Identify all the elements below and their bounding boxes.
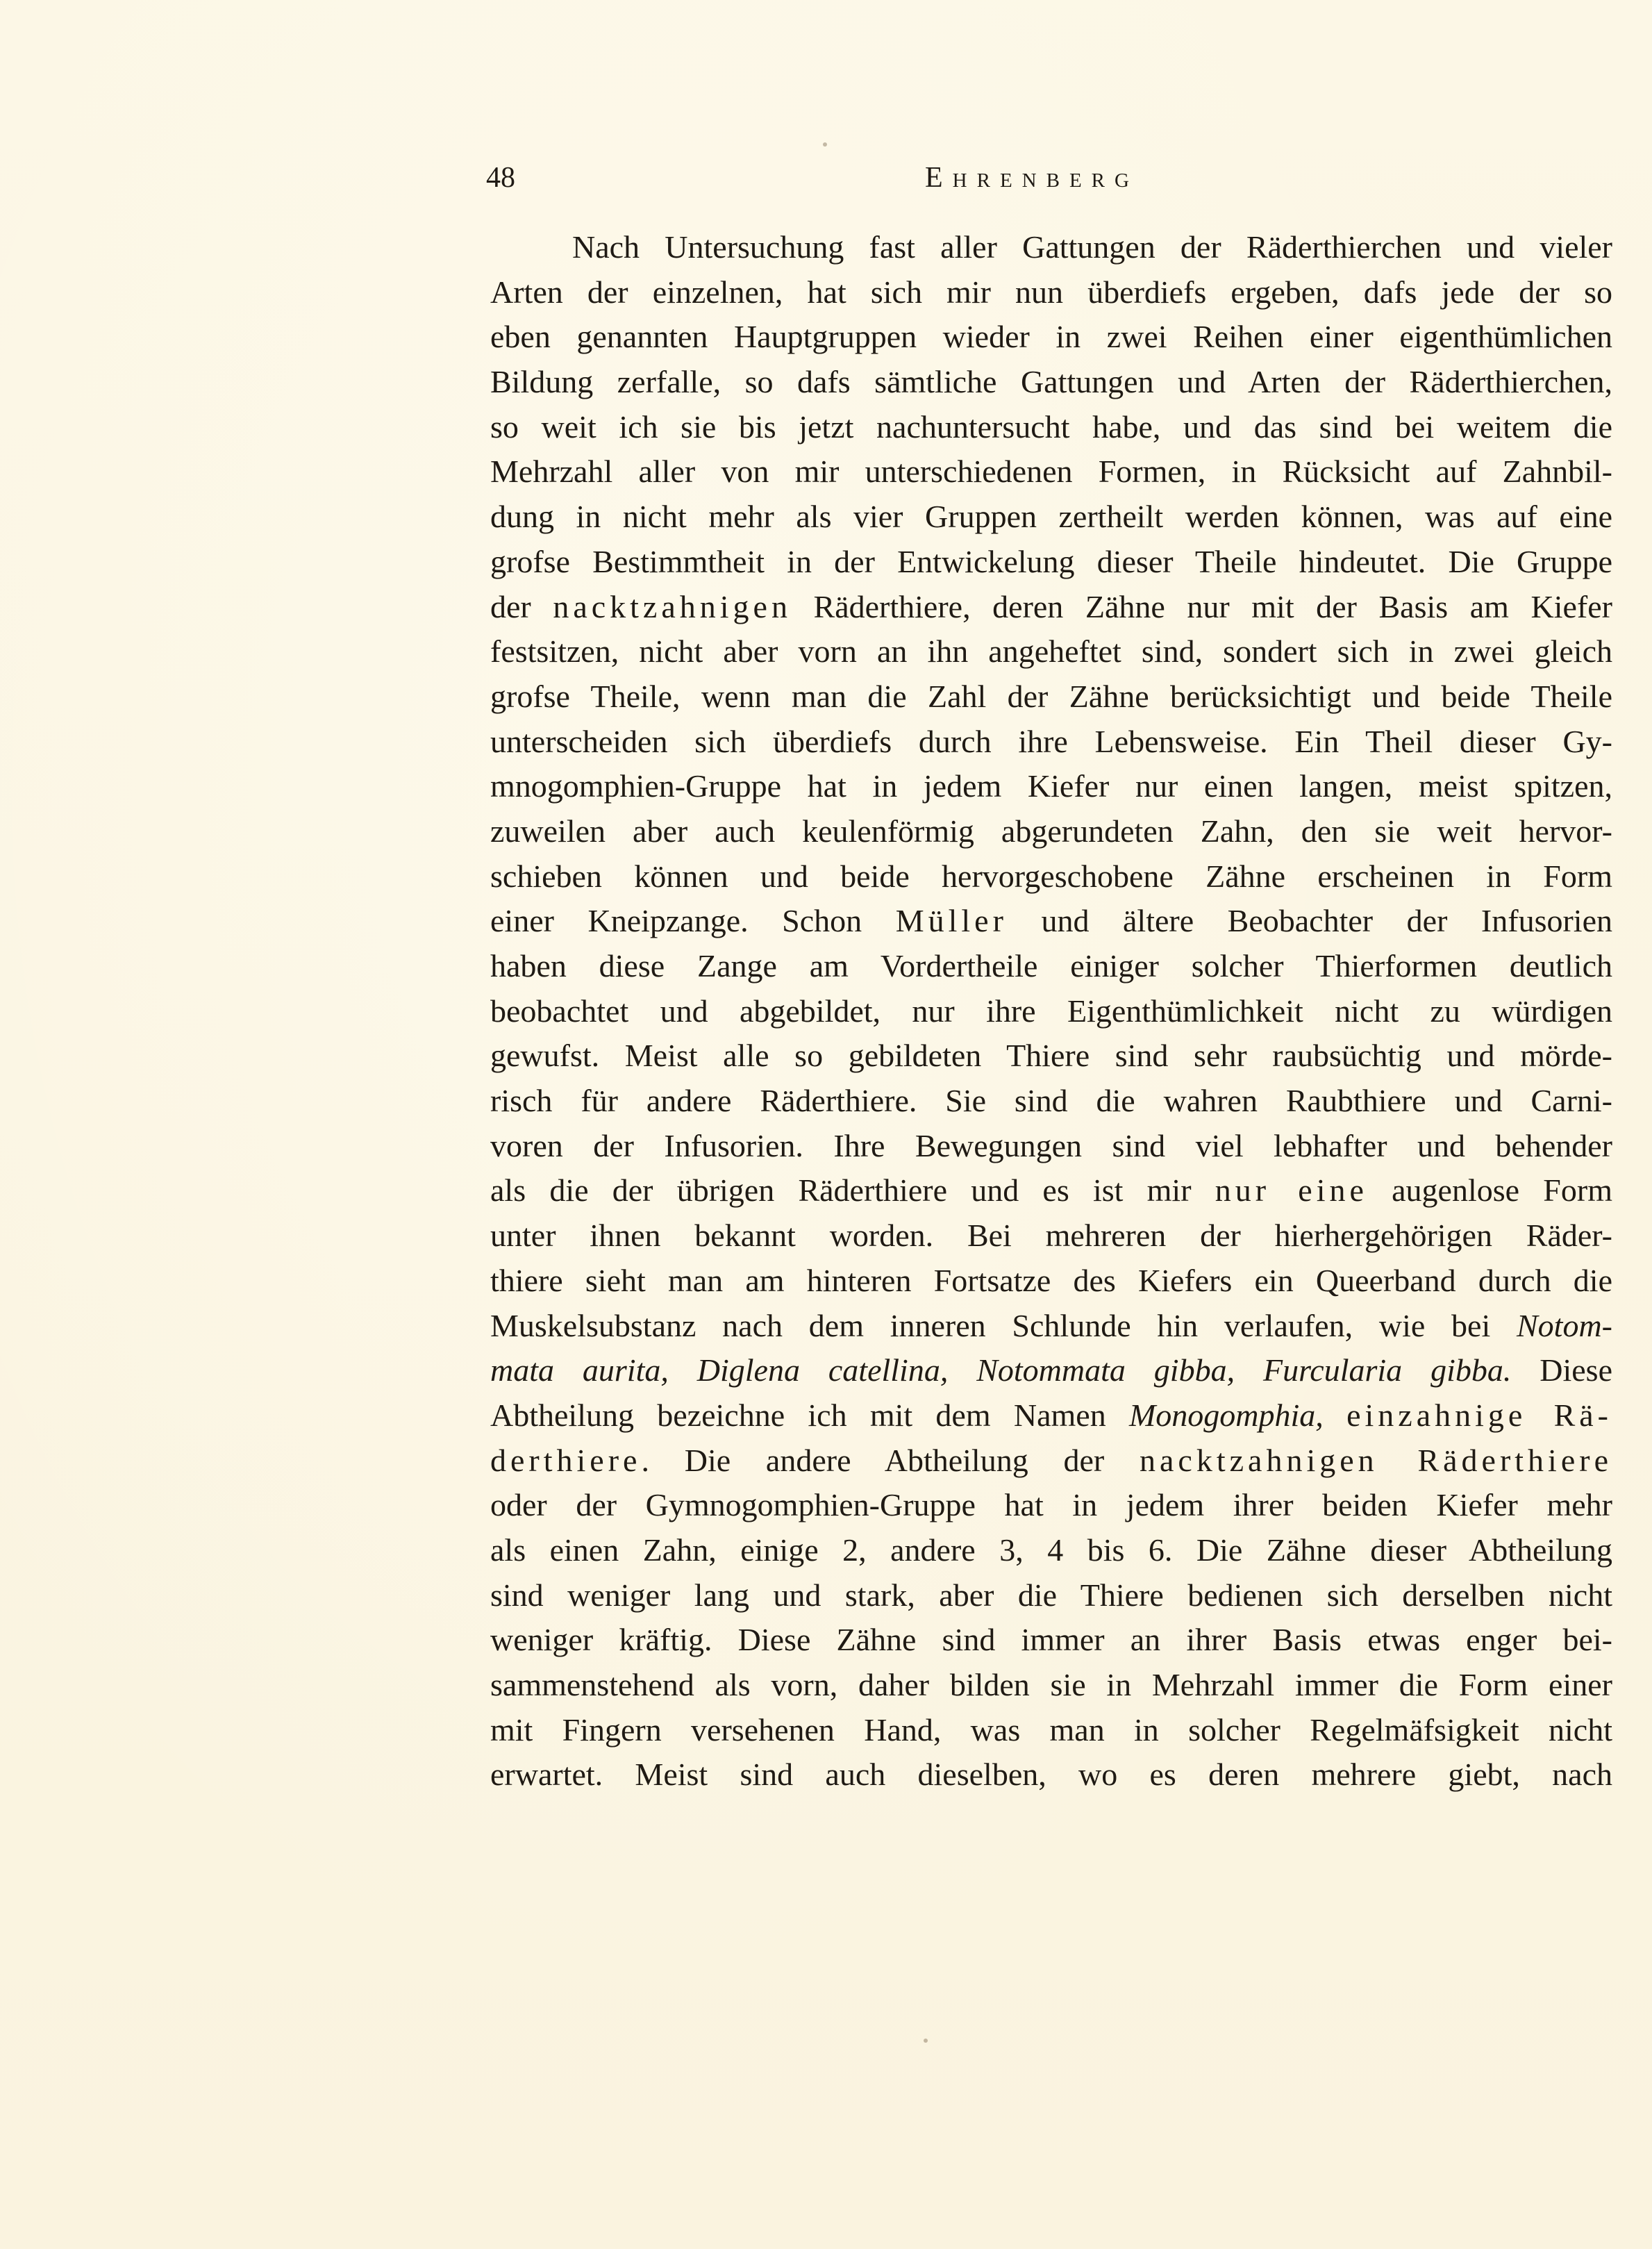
running-head xyxy=(486,157,1597,199)
running-head-author: Ehrenberg xyxy=(925,162,1139,194)
text-line xyxy=(490,1438,1612,1484)
text-line xyxy=(490,629,1612,674)
spaced-emphasis-text: nacktzahnigen Räderthiere xyxy=(1140,1442,1612,1478)
text-run: unterscheiden sich überdiefs durch ihre Lebensweise. Ein Theil dieser Gy- xyxy=(490,723,1612,759)
body-text xyxy=(490,225,1612,1798)
text-run: haben diese Zange am Vordertheile einiger solcher Thierformen deutlich xyxy=(490,948,1612,984)
text-run: so weit ich sie bis jetzt nachuntersucht habe, und das sind bei weitem die xyxy=(490,408,1612,445)
italic-text: Notom- xyxy=(1517,1307,1612,1343)
italic-text: mata aurita, Diglena catellina, Notommata gibba, Furcularia gibba. xyxy=(490,1352,1512,1388)
text-run: mit Fingern versehenen Hand, was man in solcher Regelmäfsigkeit nicht xyxy=(490,1711,1612,1748)
text-run: beobachtet und abgebildet, nur ihre Eigenthümlichkeit nicht zu würdigen xyxy=(490,993,1612,1029)
text-line xyxy=(490,944,1612,989)
text-run: Bildung zerfalle, so dafs sämtliche Gattungen und Arten der Räderthierchen, xyxy=(490,364,1612,400)
text-line xyxy=(490,720,1612,765)
text-run: als einen Zahn, einige 2, andere 3, 4 bis 6. Die Zähne dieser Abtheilung xyxy=(490,1532,1612,1568)
text-run: voren der Infusorien. Ihre Bewegungen sind viel lebhafter und behender xyxy=(490,1127,1612,1163)
text-run xyxy=(1324,1397,1346,1433)
text-run: dung in nicht mehr als vier Gruppen zertheilt werden können, was auf eine xyxy=(490,499,1612,535)
text-line xyxy=(490,1034,1612,1079)
text-run: Mehrzahl aller von mir unterschiedenen Formen, in Rücksicht auf Zahnbil- xyxy=(490,454,1612,490)
text-line xyxy=(490,809,1612,854)
text-line xyxy=(490,495,1612,540)
text-line xyxy=(490,449,1612,495)
text-run: Räderthiere, deren Zähne nur mit der Basis am Kiefer xyxy=(791,588,1612,624)
text-run: der xyxy=(490,588,553,624)
text-line xyxy=(490,1348,1612,1393)
text-run: sammenstehend als vorn, daher bilden sie in Mehrzahl immer die Form einer xyxy=(490,1667,1612,1702)
page-number: 48 xyxy=(486,162,515,194)
text-line xyxy=(490,854,1612,899)
text-run: Abtheilung bezeichne ich mit dem Namen xyxy=(490,1397,1129,1433)
spaced-emphasis-text: Müller xyxy=(895,903,1008,939)
text-run: Arten der einzelnen, hat sich mir nun überdiefs ergeben, dafs jede der so xyxy=(490,274,1612,310)
text-line xyxy=(490,1259,1612,1304)
text-line xyxy=(490,764,1612,809)
text-run: risch für andere Räderthiere. Sie sind die wahren Raubthiere und Carni- xyxy=(490,1083,1612,1119)
text-line xyxy=(490,270,1612,315)
text-run: zuweilen aber auch keulenförmig abgerundeten Zahn, den sie weit hervor- xyxy=(490,813,1612,849)
text-run: als die der übrigen Räderthiere und es ist mir xyxy=(490,1172,1215,1209)
text-line xyxy=(490,989,1612,1034)
spaced-emphasis-text: derthiere xyxy=(490,1442,642,1478)
text-run: mnogomphien-Gruppe hat in jedem Kiefer nur einen langen, meist spitzen, xyxy=(490,768,1612,804)
text-run: Diese xyxy=(1511,1352,1612,1388)
spaced-emphasis-text: nur eine xyxy=(1215,1172,1368,1209)
text-run: Nach Untersuchung fast aller Gattungen der Räderthierchen und vieler xyxy=(572,229,1612,265)
spaced-emphasis-text: einzahnige Rä- xyxy=(1346,1397,1612,1433)
text-line xyxy=(490,360,1612,405)
text-run: schieben können und beide hervorgeschobene Zähne erscheinen in Form xyxy=(490,858,1612,894)
text-line xyxy=(490,1573,1612,1618)
text-run: grofse Theile, wenn man die Zahl der Zähne berücksichtigt und beide Theile xyxy=(490,678,1612,714)
paper-speck xyxy=(823,142,827,147)
text-line xyxy=(490,1483,1612,1528)
text-line xyxy=(490,1393,1612,1438)
text-run: und ältere Beobachter der Infusorien xyxy=(1007,903,1612,939)
text-line xyxy=(490,1168,1612,1213)
text-run: gewufst. Meist alle so gebildeten Thiere sind sehr raubsüchtig und mörde- xyxy=(490,1038,1612,1074)
text-line xyxy=(490,1124,1612,1169)
text-line xyxy=(490,585,1612,630)
text-run: Muskelsubstanz nach dem inneren Schlunde hin verlaufen, wie bei xyxy=(490,1307,1517,1343)
text-line xyxy=(490,315,1612,360)
text-line xyxy=(490,405,1612,450)
text-line xyxy=(490,225,1612,270)
text-line xyxy=(490,899,1612,944)
paper-speck xyxy=(924,2039,928,2043)
text-run: . Die andere Abtheilung der xyxy=(641,1442,1140,1478)
italic-text: Monogomphia, xyxy=(1128,1397,1324,1433)
text-run: weniger kräftig. Diese Zähne sind immer an ihrer Basis etwas enger bei- xyxy=(490,1622,1612,1658)
text-run: sind weniger lang und stark, aber die Thiere bedienen sich derselben nicht xyxy=(490,1577,1612,1613)
text-run: erwartet. Meist sind auch dieselben, wo es deren mehrere giebt, nach xyxy=(490,1757,1612,1793)
text-line xyxy=(490,1079,1612,1124)
text-line xyxy=(490,1663,1612,1708)
spaced-emphasis-text: nacktzahnigen xyxy=(553,588,792,624)
text-line xyxy=(490,1528,1612,1573)
text-run: grofse Bestimmtheit in der Entwickelung dieser Theile hindeutet. Die Gruppe xyxy=(490,543,1612,579)
text-run: unter ihnen bekannt worden. Bei mehreren der hierhergehörigen Räder- xyxy=(490,1218,1612,1254)
text-line xyxy=(490,1708,1612,1753)
text-line xyxy=(490,674,1612,720)
text-line xyxy=(490,540,1612,585)
text-run: oder der Gymnogomphien-Gruppe hat in jedem ihrer beiden Kiefer mehr xyxy=(490,1487,1612,1523)
text-line xyxy=(490,1213,1612,1259)
text-run: einer Kneipzange. Schon xyxy=(490,903,896,939)
text-run: festsitzen, nicht aber vorn an ihn angeheftet sind, sondert sich in zwei gleich xyxy=(490,633,1612,670)
text-line xyxy=(490,1752,1612,1798)
text-run: augenlose Form xyxy=(1367,1172,1612,1209)
text-run: thiere sieht man am hinteren Fortsatze des Kiefers ein Queerband durch die xyxy=(490,1262,1612,1298)
text-line xyxy=(490,1304,1612,1349)
text-line xyxy=(490,1618,1612,1663)
text-run: eben genannten Hauptgruppen wieder in zwei Reihen einer eigenthümlichen xyxy=(490,319,1612,355)
